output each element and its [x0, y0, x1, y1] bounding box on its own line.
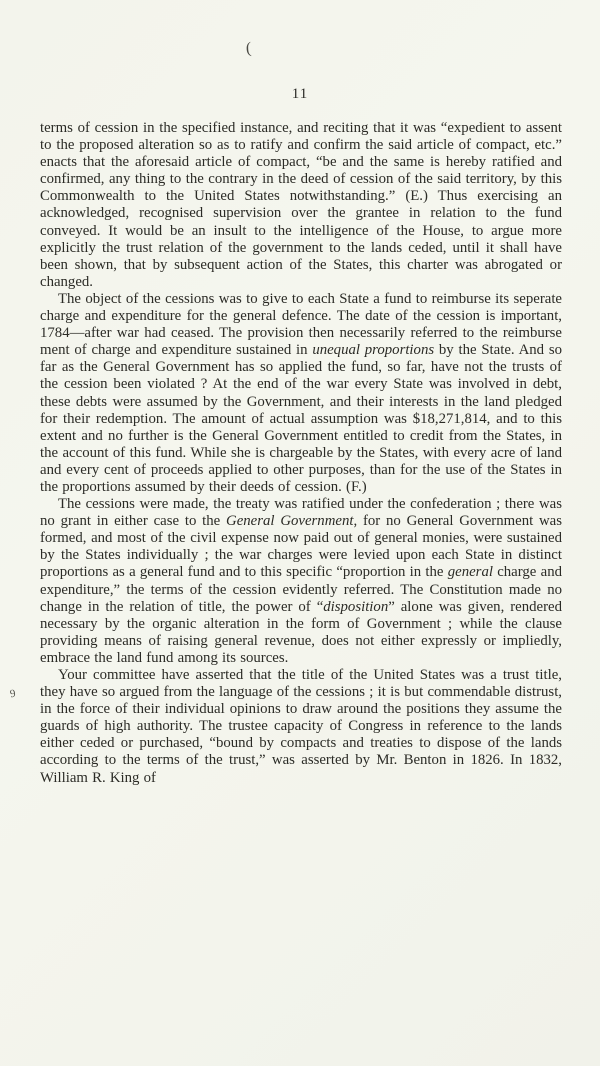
document-body	[40, 120, 562, 787]
italic-text-segment: unequal proportions	[312, 342, 435, 359]
text-segment: ” alone was given, rendered necessary by the organic alteration in the form of Government ; while the clause providing means of raising general revenue, does not either expressly or impliedly, embrace the land fund among its sources.	[40, 598, 562, 666]
paragraph	[40, 496, 562, 667]
text-segment: by the State. And so far as the General Government has so applied the fund, so far, have not the trusts of the cession been violated ? At the end of the war every State was involved in debt, these debts were assumed by the Government, and their interests in the land pledged for their redemption. The amount of actual assumption was $18,271,814, and to this extent and no further is the General Government entitled to credit from the States, in the account of this fund. While she is chargeable by the States, with every acre of land and every cent of proceeds applied to other purposes, than for the use of the States in the proportions assumed by their deeds of cession. (F.)	[40, 342, 562, 495]
text-segment: The cessions were made, the treaty was ratified under the confederation ; there was no grant in either case to the	[40, 496, 562, 530]
paragraph	[40, 291, 562, 496]
italic-text-segment: General Government	[226, 513, 354, 530]
text-segment: charge and expenditure,” the terms of the cession evidently referred. The Constitution made no change in the relation of title, the power of “	[40, 564, 562, 615]
text-segment: , for no General Government was formed, and most of the civil expense now paid out of general monies, were sustained by the States individually ; the war charges were levied upon each State in distinct proportions as a general fund and to this specific “proportion in the	[40, 513, 563, 581]
paragraph	[40, 667, 562, 787]
page-number: 11	[291, 86, 309, 102]
scan-artifact-mark: (	[245, 39, 252, 58]
paragraph	[40, 120, 562, 291]
italic-text-segment: general	[447, 564, 493, 581]
text-segment: terms of cession in the specified instance, and reciting that it was “expedient to assent to the proposed alteration so as to ratify and confirm the said article of compact, etc.” enacts that the aforesaid article of compact, “be and the same is hereby ratified and confirmed, any thing to the contrary in the deed of cession of the said territory, by this Commonwealth to the United States notwithstanding.” (E.) Thus exercising an acknowledged, recognised supervision over the grantee in relation to the fund conveyed. It would be an insult to the intelligence of the House, to argue more explicitly the trust relation of the government to the lands ceded, until it shall have been shown, that by subsequent action of the States, this charter was abrogated or changed.	[40, 120, 562, 290]
margin-annotation-mark: 9	[8, 687, 17, 701]
text-segment: Your committee have asserted that the title of the United States was a trust title, they have so argued from the language of the cessions ; it is but commendable distrust, in the force of their individual opinions to draw around the positions they assume the guards of high authority. The trustee capacity of Congress in reference to the lands either ceded or purchased, “bound by compacts and treaties to dispose of the lands according to the terms of the trust,” was asserted by Mr. Benton in 1826. In 1832, William R. King of	[40, 667, 562, 786]
text-segment: The object of the cessions was to give to each State a fund to reimburse its seperate charge and expenditure for the general defence. The date of the cession is important, 1784—after war had ceased. The provision then necessarily referred to the reimburse ment of charge and expenditure sustained in	[40, 290, 562, 359]
italic-text-segment: disposition	[323, 598, 389, 615]
